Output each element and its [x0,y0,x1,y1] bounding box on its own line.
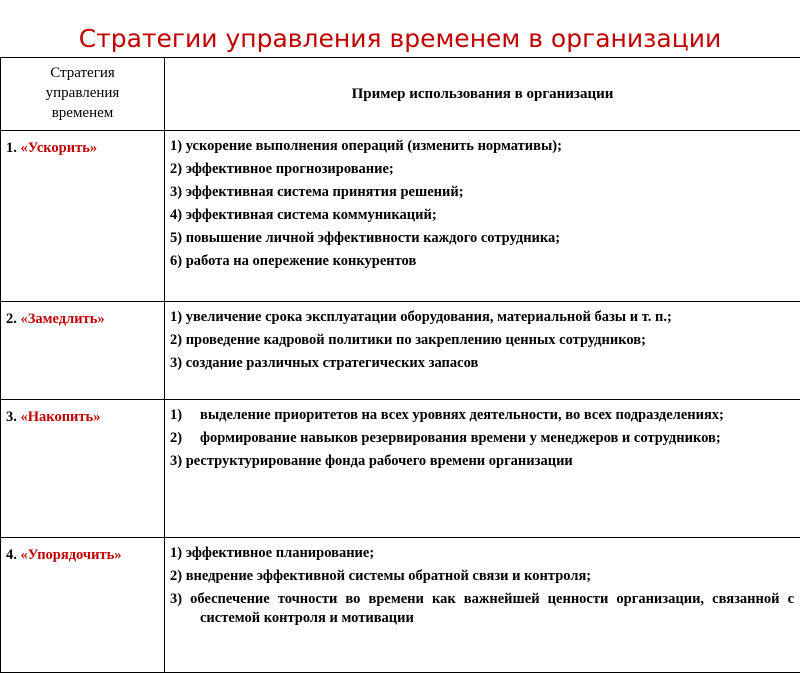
strategy-number: 1. [6,140,17,156]
list-item: 2) внедрение эффективной системы обратной связи и контроля; [170,567,794,586]
list-item: 2) эффективное прогнозирование; [170,160,794,179]
list-item-number: 2) [170,429,200,448]
list-item: 5) повышение личной эффективности каждого сотрудника; [170,229,794,248]
header-cell-example: Пример использования в организации [165,58,800,131]
strategy-name: «Упорядочить» [21,547,122,563]
list-item [170,406,794,425]
strategy-name: «Ускорить» [21,140,98,156]
list-item [170,429,794,448]
list-item: 4) эффективная система коммуникаций; [170,206,794,225]
example-cell [165,302,800,400]
table-row [1,400,800,538]
list-item: 1) ускорение выполнения операций (изменить нормативы); [170,137,794,156]
example-cell [165,538,800,673]
list-item: 1) увеличение срока эксплуатации оборудования, материальной базы и т. п.; [170,308,794,327]
header-strategy-line-3: временем [1,103,164,123]
strategy-name: «Накопить» [21,409,101,425]
strategy-name: «Замедлить» [21,311,105,327]
strategy-cell [1,131,165,302]
strategy-number: 2. [6,311,17,327]
list-item-text: формирование навыков резервирования времени у менеджеров и сотрудников; [200,429,794,448]
list-item: 3) создание различных стратегических запасов [170,354,794,373]
strategy-cell [1,302,165,400]
list-item-text: выделение приоритетов на всех уровнях деятельности, во всех подразделениях; [200,406,794,425]
page-title: Стратегии управления временем в организации [0,22,800,56]
table-row [1,131,800,302]
header-strategy-line-2: управления [1,83,164,103]
list-item: 1) эффективное планирование; [170,544,794,563]
strategies-table [0,57,800,673]
list-item-number: 1) [170,406,200,425]
list-item: 2) проведение кадровой политики по закреплению ценных сотрудников; [170,331,794,350]
header-cell-strategy [1,58,165,131]
header-strategy-line-1: Стратегия [1,63,164,83]
strategy-cell [1,538,165,673]
table-row [1,302,800,400]
table-row [1,538,800,673]
table-header-row [1,58,800,131]
list-item: 6) работа на опережение конкурентов [170,252,794,271]
strategy-cell [1,400,165,538]
list-item: 3) реструктурирование фонда рабочего времени организации [170,452,794,471]
strategy-number: 4. [6,547,17,563]
example-cell [165,131,800,302]
strategy-number: 3. [6,409,17,425]
list-item: 3) эффективная система принятия решений; [170,183,794,202]
example-cell [165,400,800,538]
list-item: 3) обеспечение точности во времени как важнейшей ценности организации, связанной с системой контроля и мотивации [170,590,794,628]
